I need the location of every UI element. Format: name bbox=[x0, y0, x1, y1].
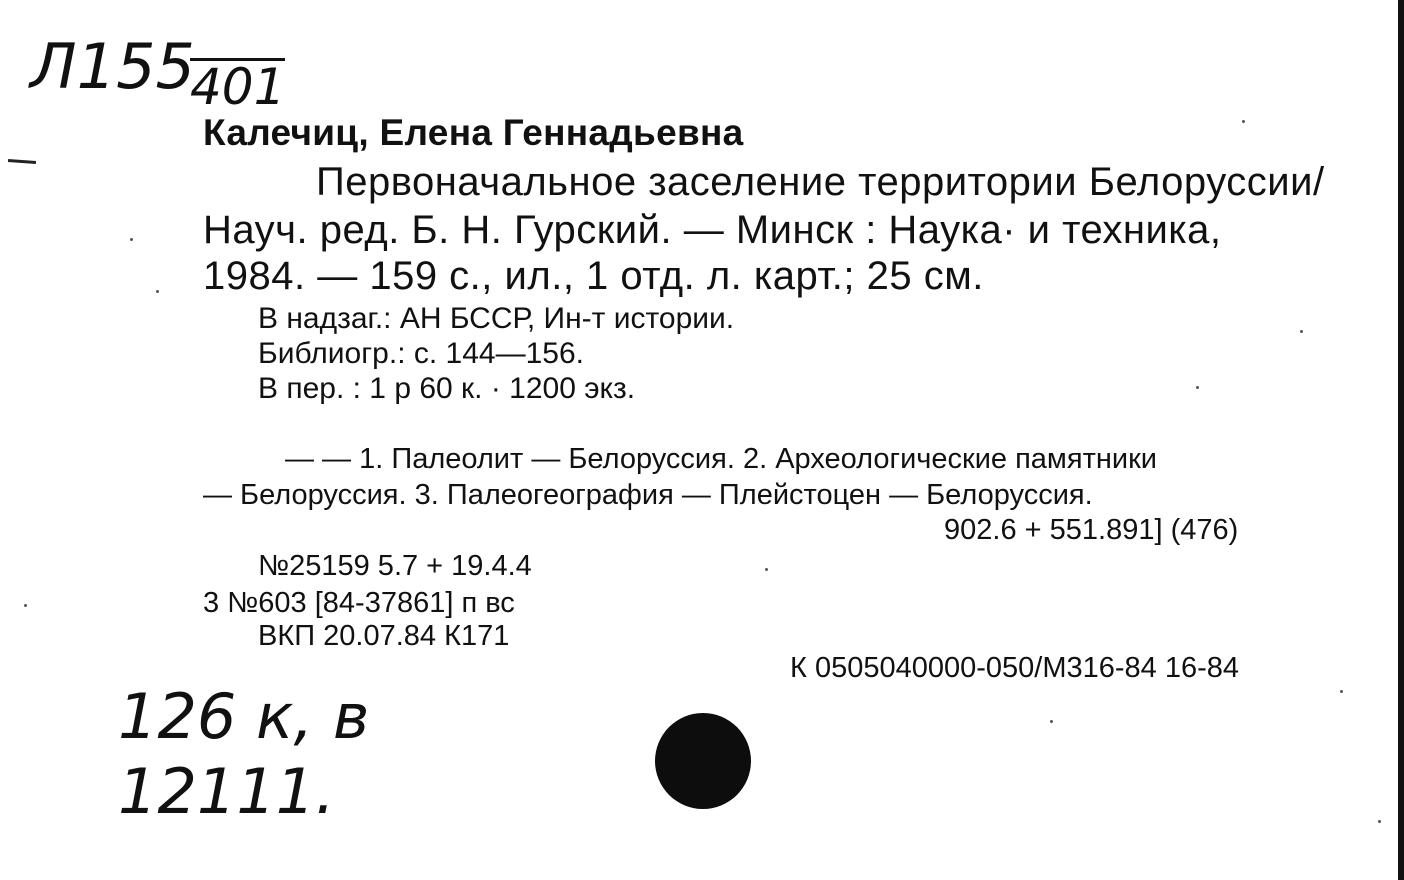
scan-speck bbox=[1242, 120, 1245, 123]
handwritten-note-2: 12111. bbox=[118, 755, 335, 828]
author-heading: Калечиц, Елена Геннадьевна bbox=[203, 112, 744, 153]
scan-speck bbox=[24, 604, 27, 607]
card-right-edge bbox=[1398, 0, 1404, 880]
handwritten-fraction bbox=[190, 58, 286, 116]
note-line-2: Библиогр.: с. 144—156. bbox=[258, 337, 584, 370]
scan-speck bbox=[1340, 690, 1343, 693]
publisher-index-code: К 0505040000-050/М316-84 16-84 bbox=[790, 652, 1240, 684]
ink-blot bbox=[655, 713, 751, 809]
registry-line-2: 3 №603 [84-37861] п вс bbox=[203, 587, 515, 619]
scan-speck bbox=[156, 290, 159, 293]
handwritten-note-1: 126 к, в bbox=[118, 680, 370, 753]
handwritten-shelf-mark bbox=[30, 30, 195, 103]
scan-speck bbox=[1196, 386, 1199, 389]
subjects-line-1: — — 1. Палеолит — Белоруссия. 2. Археологические памятники bbox=[285, 443, 1157, 475]
registry-line-3: ВКП 20.07.84 К171 bbox=[258, 620, 510, 652]
note-line-3: В пер. : 1 р 60 к. · 1200 экз. bbox=[258, 372, 636, 405]
scan-speck bbox=[130, 238, 133, 241]
scan-speck bbox=[765, 568, 768, 571]
scan-speck bbox=[1050, 720, 1053, 723]
title-line-1: Первоначальное заселение территории Белоруссии/ bbox=[316, 160, 1325, 204]
card-edge-mark bbox=[8, 159, 36, 164]
scan-speck bbox=[1300, 330, 1303, 333]
handwritten-fraction-number: 401 bbox=[190, 58, 286, 116]
registry-line-1: №25159 5.7 + 19.4.4 bbox=[258, 550, 532, 582]
subjects-line-2: — Белоруссия. 3. Палеогеография — Плейстоцен — Белоруссия. bbox=[203, 479, 1093, 511]
handwritten-shelf-number: Л155 bbox=[30, 30, 195, 103]
title-line-2: Науч. ред. Б. Н. Гурский. — Минск : Наука· и техника, bbox=[203, 208, 1222, 252]
scan-speck bbox=[1378, 820, 1381, 823]
classification-index: 902.6 + 551.891] (476) bbox=[944, 514, 1239, 546]
note-line-1: В надзаг.: АН БССР, Ин-т истории. bbox=[258, 302, 735, 335]
title-line-3: 1984. — 159 с., ил., 1 отд. л. карт.; 25 см. bbox=[203, 254, 984, 298]
